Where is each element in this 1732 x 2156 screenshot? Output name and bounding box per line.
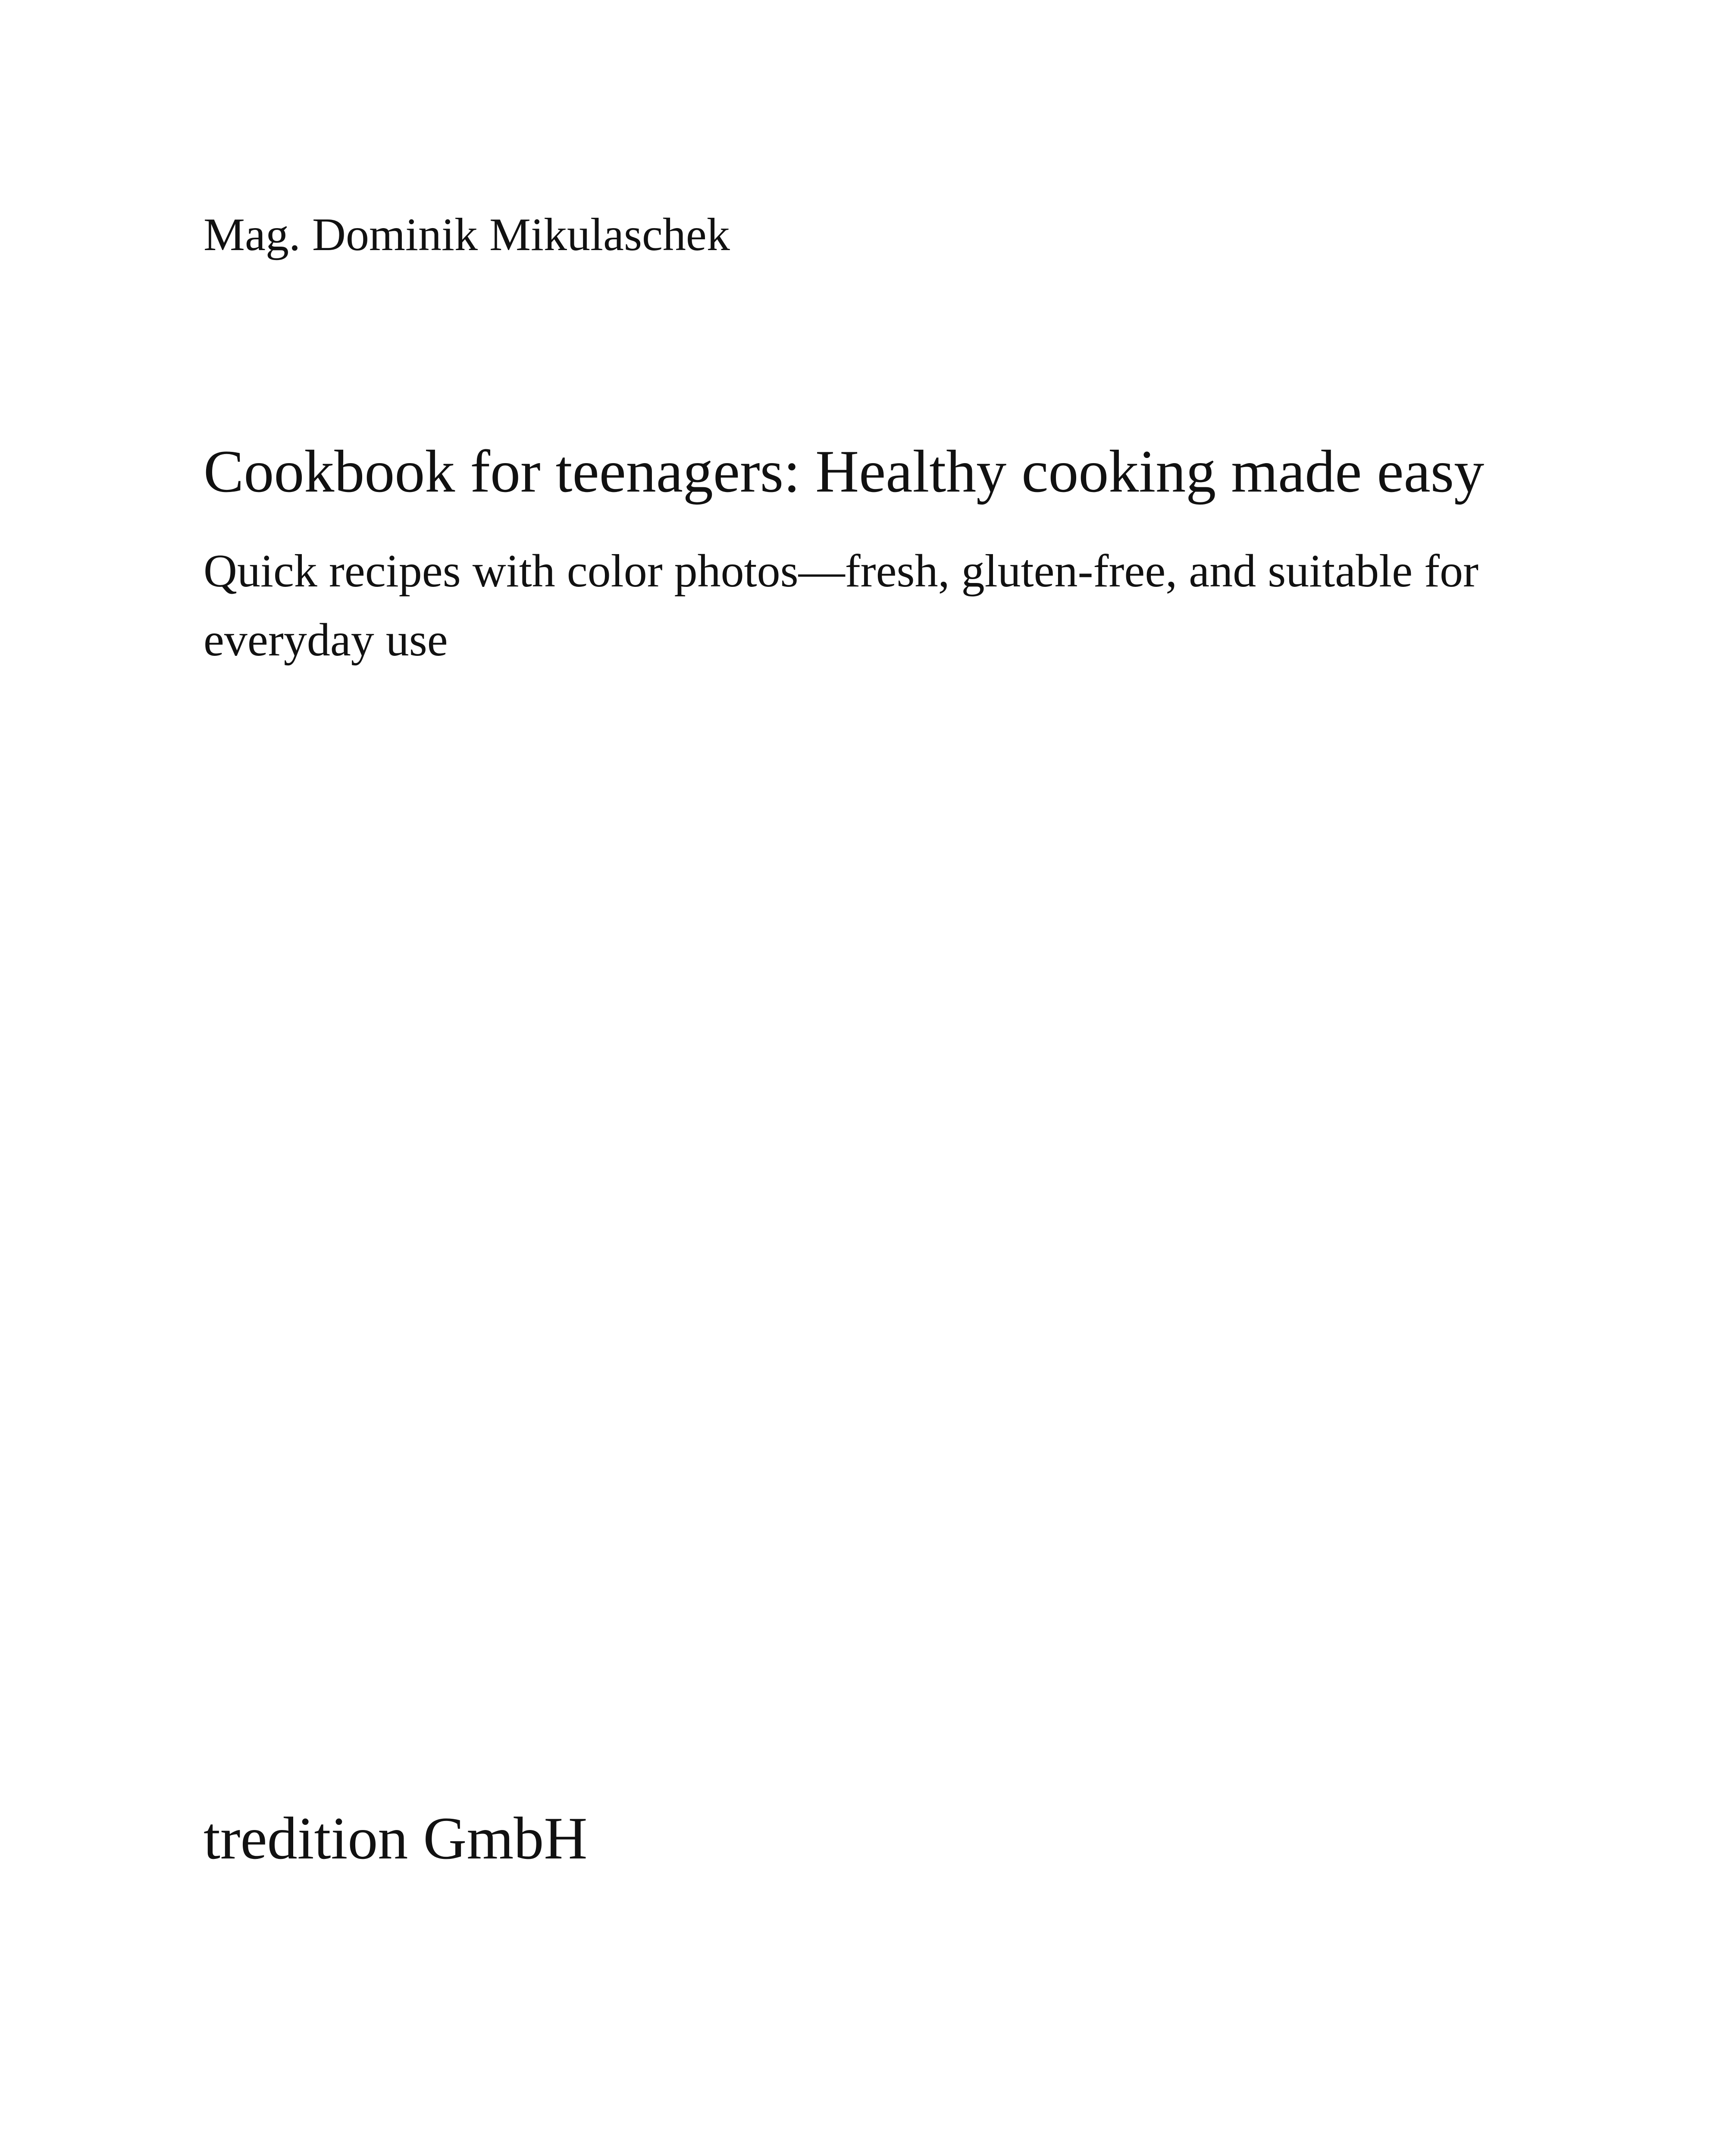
publisher-name: tredition GmbH <box>204 1805 588 1872</box>
author-name: Mag. Dominik Mikulaschek <box>204 209 730 260</box>
book-subtitle: Quick recipes with color photos—fresh, gluten-free, and suitable for everyday use <box>204 545 1479 666</box>
book-title: Cookbook for teenagers: Healthy cooking made easy <box>204 438 1485 505</box>
